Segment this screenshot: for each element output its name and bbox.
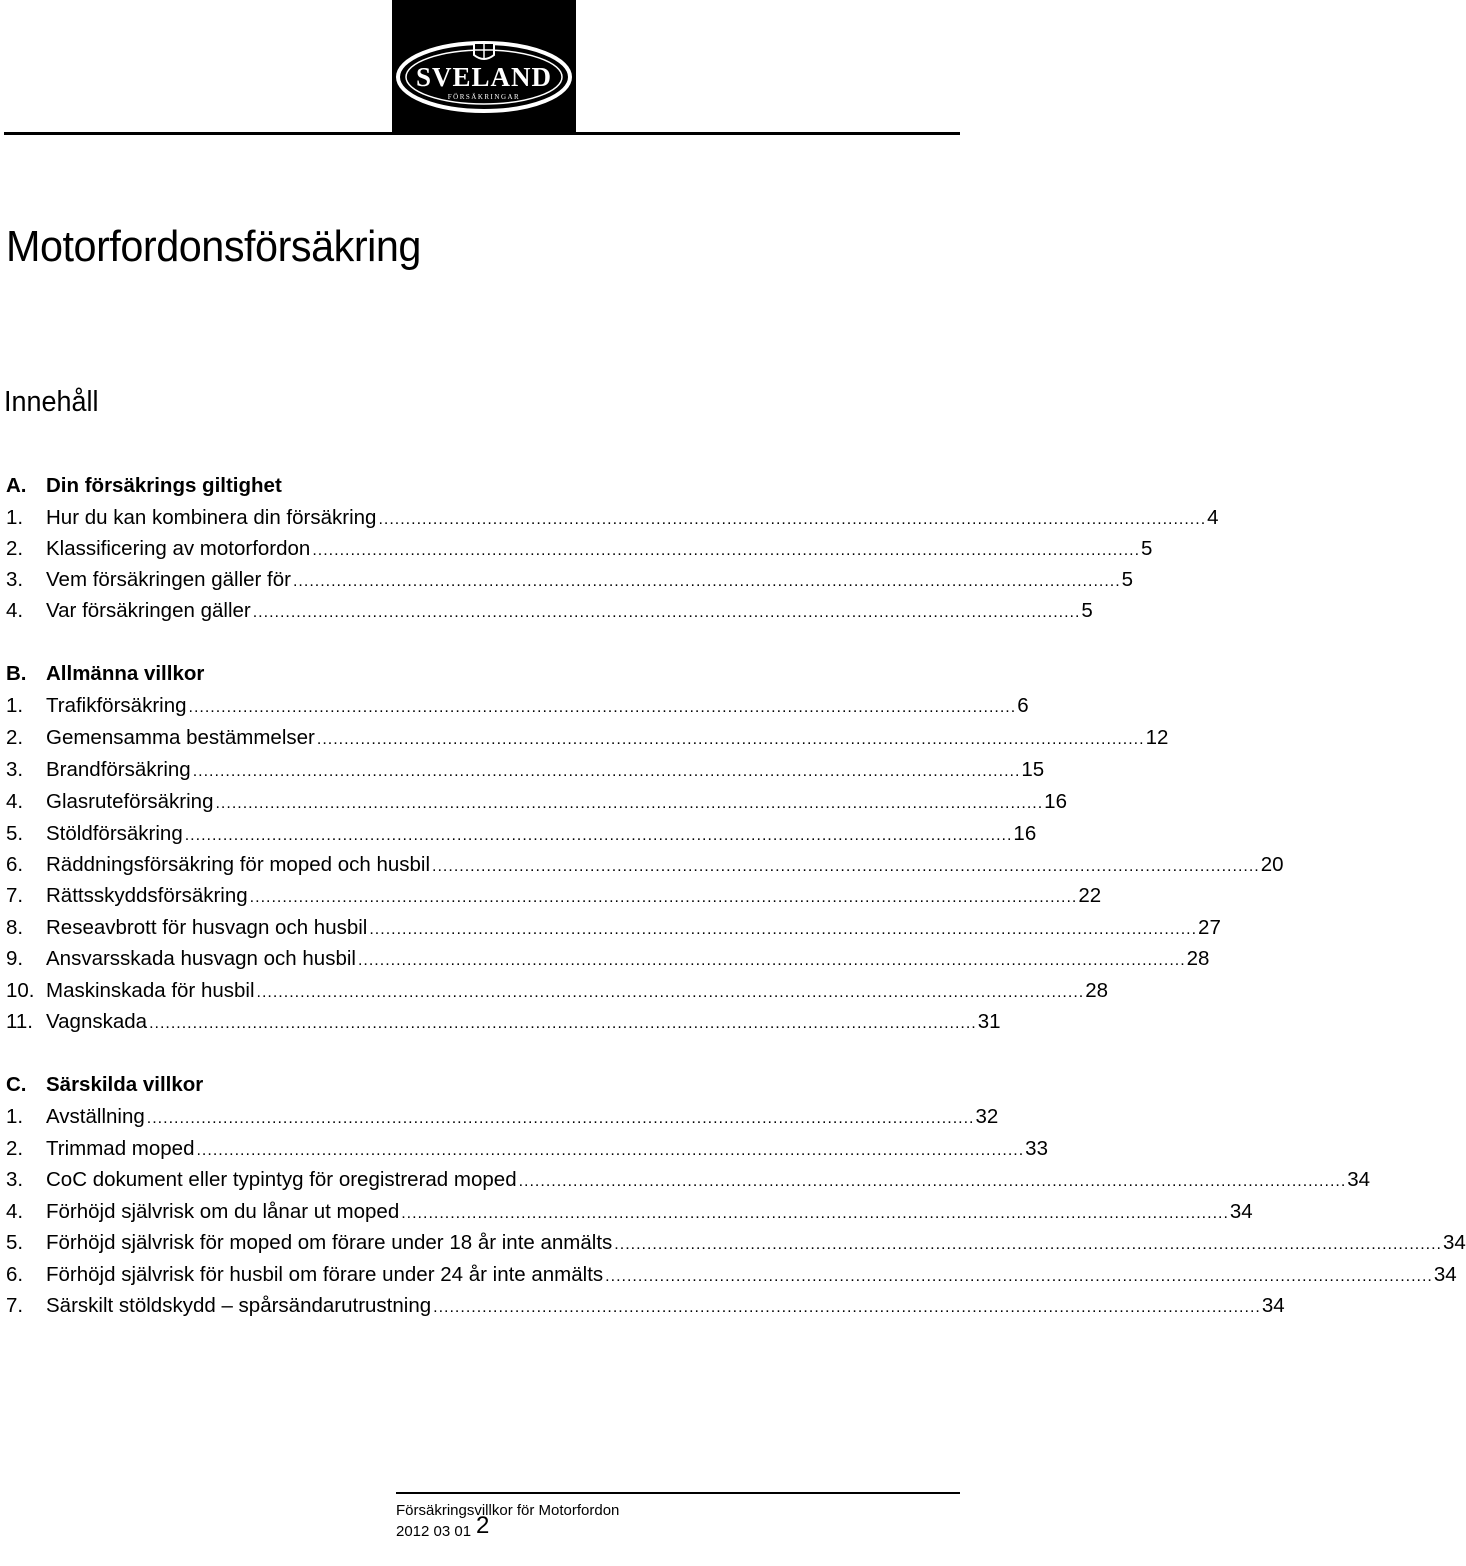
- toc-item-page: 5: [1121, 568, 1134, 591]
- toc-item-page: 20: [1260, 853, 1284, 876]
- toc-leader: ........................................................................................................................................................: [518, 1173, 1347, 1190]
- toc-item-text: Brandförsäkring: [46, 758, 191, 781]
- toc-item-page: 15: [1021, 758, 1045, 781]
- toc-item-text: Trimmad moped: [46, 1137, 195, 1160]
- toc-item-number: 1.: [6, 506, 24, 529]
- toc-item-number: 3.: [6, 1168, 24, 1191]
- toc-item-page: 32: [975, 1105, 999, 1128]
- toc-item-page: 16: [1044, 790, 1067, 813]
- toc-item-page: 33: [1025, 1137, 1048, 1160]
- toc-item-page: 6: [1017, 694, 1029, 717]
- toc-leader: ........................................................................................................................................................: [357, 952, 1186, 969]
- toc-item-text: Gemensamma bestämmelser: [46, 726, 315, 749]
- toc-item[interactable]: [6, 947, 1210, 975]
- toc-item-text: Trafikförsäkring: [46, 694, 187, 717]
- toc-item[interactable]: [6, 1168, 1371, 1196]
- section-title: Din försäkrings giltighet: [46, 474, 282, 497]
- toc-item[interactable]: [6, 726, 1169, 754]
- header-rule: [4, 132, 960, 135]
- toc-item[interactable]: [6, 916, 1221, 944]
- toc-item[interactable]: [6, 599, 1093, 627]
- toc-item-page: 31: [977, 1010, 1001, 1033]
- toc-item-number: 5.: [6, 1231, 24, 1254]
- toc-item[interactable]: [6, 884, 1102, 912]
- logo-brand: SVELAND: [415, 62, 553, 92]
- toc-item-text: Särskilt stöldskydd – spårsändarutrustning: [46, 1294, 432, 1317]
- page-title: Motorfordonsförsäkring: [6, 222, 421, 271]
- toc-item-page: 22: [1078, 884, 1102, 907]
- toc-leader: ........................................................................................................................................................: [249, 889, 1078, 906]
- toc-item-page: 12: [1145, 726, 1169, 749]
- toc-leader: ........................................................................................................................................................: [292, 573, 1121, 590]
- toc-leader: ........................................................................................................................................................: [256, 984, 1085, 1001]
- toc-section-c: [6, 1073, 952, 1101]
- toc-leader: ........................................................................................................................................................: [312, 542, 1141, 559]
- toc-item-number: 2.: [6, 726, 24, 749]
- section-title: Särskilda villkor: [46, 1073, 204, 1096]
- toc-leader: ........................................................................................................................................................: [378, 511, 1207, 528]
- toc-leader: ........................................................................................................................................................: [605, 1268, 1433, 1285]
- section-letter: B.: [6, 662, 27, 685]
- toc-item-number: 1.: [6, 1105, 24, 1128]
- toc-item[interactable]: [6, 694, 1029, 722]
- toc-item-page: 34: [1347, 1168, 1371, 1191]
- footer-date: 2012 03 01: [396, 1523, 472, 1540]
- toc-item-text: Maskinskada för husbil: [46, 979, 255, 1002]
- toc-item-text: Förhöjd självrisk om du lånar ut moped: [46, 1200, 400, 1223]
- toc-item-number: 1.: [6, 694, 24, 717]
- toc-item-number: 2.: [6, 1137, 24, 1160]
- toc-leader: ........................................................................................................................................................: [401, 1205, 1229, 1222]
- toc-item-text: Reseavbrott för husvagn och husbil: [46, 916, 368, 939]
- toc-item[interactable]: [6, 758, 1045, 786]
- toc-item-text: CoC dokument eller typintyg för oregistrerad moped: [46, 1168, 517, 1191]
- toc-item[interactable]: [6, 822, 1037, 850]
- toc-item-number: 11.: [6, 1010, 33, 1033]
- toc-item-page: 28: [1186, 947, 1210, 970]
- toc-section-b: [6, 662, 952, 690]
- toc-section-a: [6, 474, 952, 502]
- toc-item[interactable]: [6, 537, 1153, 565]
- toc-leader: ........................................................................................................................................................: [215, 795, 1044, 812]
- toc-item-text: Avställning: [46, 1105, 145, 1128]
- toc-item-text: Var försäkringen gäller: [46, 599, 251, 622]
- toc-item[interactable]: [6, 1010, 1001, 1038]
- toc-item-number: 3.: [6, 758, 24, 781]
- toc-item-text: Vagnskada: [46, 1010, 148, 1033]
- toc-item[interactable]: [6, 1263, 1457, 1291]
- toc-item-page: 16: [1013, 822, 1037, 845]
- toc-item-page: 34: [1442, 1231, 1466, 1254]
- toc-item-page: 34: [1261, 1294, 1285, 1317]
- toc-item-page: 28: [1085, 979, 1109, 1002]
- toc-item[interactable]: [6, 790, 1067, 818]
- section-letter: C.: [6, 1073, 27, 1096]
- toc-heading: Innehåll: [4, 386, 99, 418]
- footer-rule: [396, 1492, 960, 1494]
- toc-leader: ........................................................................................................................................................: [184, 827, 1013, 844]
- toc-item-number: 3.: [6, 568, 24, 591]
- toc-item-number: 7.: [6, 1294, 24, 1317]
- sveland-logo: [392, 0, 576, 134]
- toc-item-text: Rättsskyddsförsäkring: [46, 884, 248, 907]
- toc-item-number: 4.: [6, 599, 24, 622]
- toc-item-text: Räddningsförsäkring för moped och husbil: [46, 853, 431, 876]
- section-letter: A.: [6, 474, 27, 497]
- toc-leader: ........................................................................................................................................................: [149, 1015, 977, 1032]
- section-title: Allmänna villkor: [46, 662, 205, 685]
- toc-item-number: 9.: [6, 947, 24, 970]
- toc-item-number: 6.: [6, 1263, 24, 1286]
- toc-item[interactable]: [6, 1231, 1466, 1259]
- logo-tagline: FÖRSÄKRINGAR: [447, 93, 521, 101]
- toc-item-text: Stöldförsäkring: [46, 822, 183, 845]
- toc-item-number: 4.: [6, 790, 24, 813]
- toc-item-page: 27: [1198, 916, 1221, 939]
- toc-item-number: 6.: [6, 853, 24, 876]
- toc-item-page: 4: [1207, 506, 1219, 529]
- toc-leader: ........................................................................................................................................................: [432, 858, 1260, 875]
- toc-item[interactable]: [6, 979, 1109, 1007]
- toc-item-page: 5: [1141, 537, 1153, 560]
- toc-item[interactable]: [6, 1200, 1253, 1228]
- toc-item-text: Klassificering av motorfordon: [46, 537, 311, 560]
- toc-item[interactable]: [6, 1137, 1048, 1165]
- logo-block: [392, 0, 576, 134]
- toc-item-number: 5.: [6, 822, 24, 845]
- toc-item-text: Förhöjd självrisk för husbil om förare under 24 år inte anmälts: [46, 1263, 604, 1286]
- toc-leader: ........................................................................................................................................................: [196, 1142, 1025, 1159]
- toc-leader: ........................................................................................................................................................: [188, 699, 1017, 716]
- toc-item-number: 8.: [6, 916, 24, 939]
- toc-leader: ........................................................................................................................................................: [316, 731, 1145, 748]
- toc-item[interactable]: [6, 506, 1219, 534]
- toc-item-text: Hur du kan kombinera din försäkring: [46, 506, 377, 529]
- toc-item-number: 2.: [6, 537, 24, 560]
- toc-item[interactable]: [6, 1105, 999, 1133]
- toc-item[interactable]: [6, 853, 1284, 881]
- toc-item-number: 10.: [6, 979, 35, 1002]
- toc-item-number: 4.: [6, 1200, 24, 1223]
- toc-item-page: 5: [1081, 599, 1093, 622]
- toc-leader: ........................................................................................................................................................: [252, 604, 1081, 621]
- toc-item-text: Glasruteförsäkring: [46, 790, 214, 813]
- toc-leader: ........................................................................................................................................................: [614, 1236, 1442, 1253]
- toc-item-text: Vem försäkringen gäller för: [46, 568, 291, 591]
- crest-icon: [474, 43, 494, 59]
- toc-item-text: Förhöjd självrisk för moped om förare under 18 år inte anmälts: [46, 1231, 613, 1254]
- toc-item-number: 7.: [6, 884, 24, 907]
- toc-item[interactable]: [6, 1294, 1285, 1322]
- toc-item-text: Ansvarsskada husvagn och husbil: [46, 947, 356, 970]
- page-number: 2: [476, 1512, 490, 1539]
- toc-leader: ........................................................................................................................................................: [369, 921, 1198, 938]
- toc-item-page: 34: [1229, 1200, 1253, 1223]
- toc-item[interactable]: [6, 568, 1134, 596]
- toc-leader: ........................................................................................................................................................: [192, 763, 1021, 780]
- toc-leader: ........................................................................................................................................................: [433, 1299, 1261, 1316]
- footer-title: Försäkringsvillkor för Motorfordon: [396, 1502, 620, 1519]
- toc-item-page: 34: [1433, 1263, 1457, 1286]
- toc-leader: ........................................................................................................................................................: [146, 1110, 975, 1127]
